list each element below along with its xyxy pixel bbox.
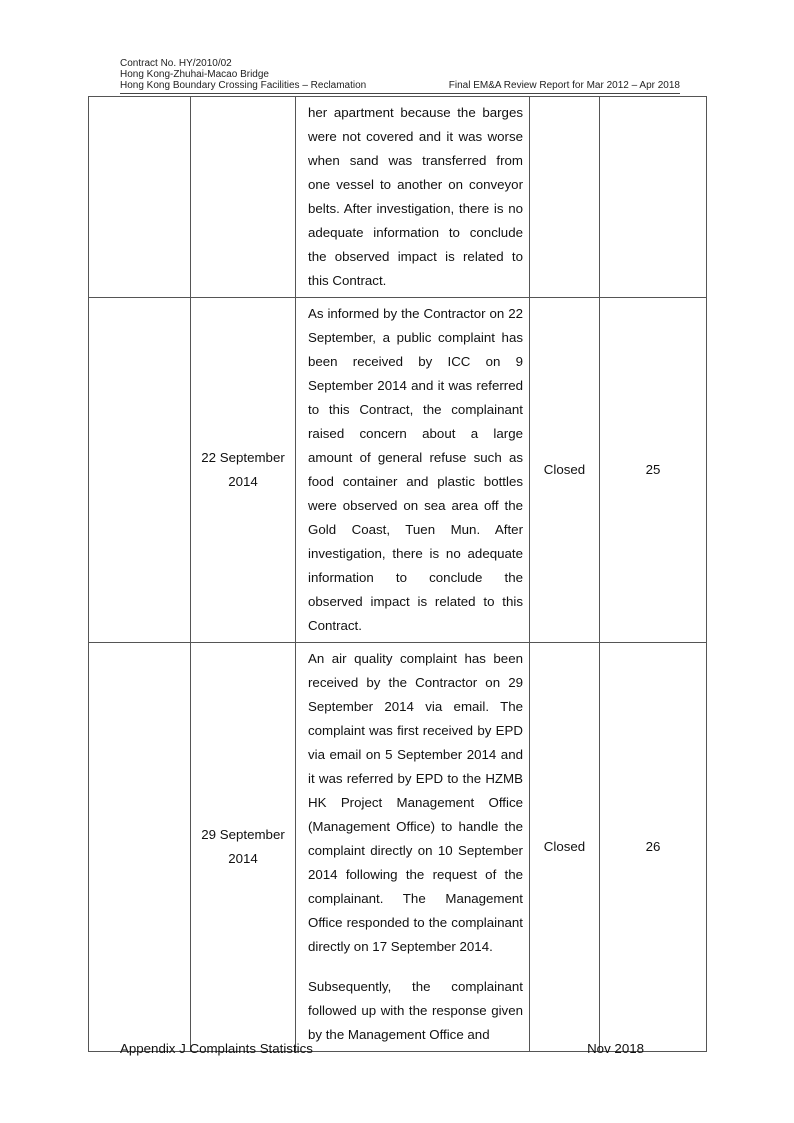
- date-cell: 29 September 2014: [191, 643, 296, 1052]
- header-rule: [120, 93, 680, 94]
- description-paragraph: Subsequently, the complainant followed up with the response given by the Management Office and: [308, 979, 523, 1042]
- date-cell: 22 September 2014: [191, 298, 296, 643]
- facility-name: Hong Kong Boundary Crossing Facilities – Reclamation: [120, 80, 367, 91]
- description-paragraph: An air quality complaint has been received by the Contractor on 29 September 2014 via email. The complaint was first received by EPD via email on 5 September 2014 and it was referred by EPD to the HZMB HK Project Management Office (Management Office) to handle the complaint directly on 10 September 2014 following the request of the complainant. The Management Office responded to the complainant directly on 17 September 2014.: [308, 651, 523, 954]
- reference-cell: 26: [600, 643, 707, 1052]
- project-name: Hong Kong-Zhuhai-Macao Bridge: [120, 69, 269, 80]
- description-paragraph: her apartment because the barges were not covered and it was worse when sand was transferred from one vessel to another on conveyor belts. After investigation, there is no adequate information to conclude the observed impact is related to this Contract.: [308, 105, 523, 288]
- status-cell: Closed: [530, 643, 600, 1052]
- report-title: Final EM&A Review Report for Mar 2012 – Apr 2018: [448, 80, 680, 91]
- page-footer: [120, 1041, 644, 1056]
- date-cell: [191, 97, 296, 298]
- contract-number: Contract No. HY/2010/02: [120, 58, 232, 69]
- blank-cell: [89, 643, 191, 1052]
- status-cell: Closed: [530, 298, 600, 643]
- description-cell: [296, 643, 530, 1052]
- table-row: [89, 643, 707, 1052]
- report-date: Nov 2018: [587, 1041, 644, 1056]
- status-cell: [530, 97, 600, 298]
- header-line-3: [120, 80, 680, 91]
- table-row: [89, 298, 707, 643]
- appendix-title: Appendix J Complaints Statistics: [120, 1041, 313, 1056]
- complaints-table: [88, 96, 707, 1052]
- table-row: [89, 97, 707, 298]
- reference-cell: [600, 97, 707, 298]
- page-header: [120, 58, 680, 91]
- description-cell: [296, 298, 530, 643]
- blank-cell: [89, 97, 191, 298]
- reference-cell: 25: [600, 298, 707, 643]
- description-paragraph: As informed by the Contractor on 22 September, a public complaint has been received by ICC on 9 September 2014 and it was referred to this Contract, the complainant raised concern about a large amount of general refuse such as food container and plastic bottles were observed on sea area off the Gold Coast, Tuen Mun. After investigation, there is no adequate information to conclude the observed impact is related to this Contract.: [308, 306, 523, 633]
- description-cell: [296, 97, 530, 298]
- blank-cell: [89, 298, 191, 643]
